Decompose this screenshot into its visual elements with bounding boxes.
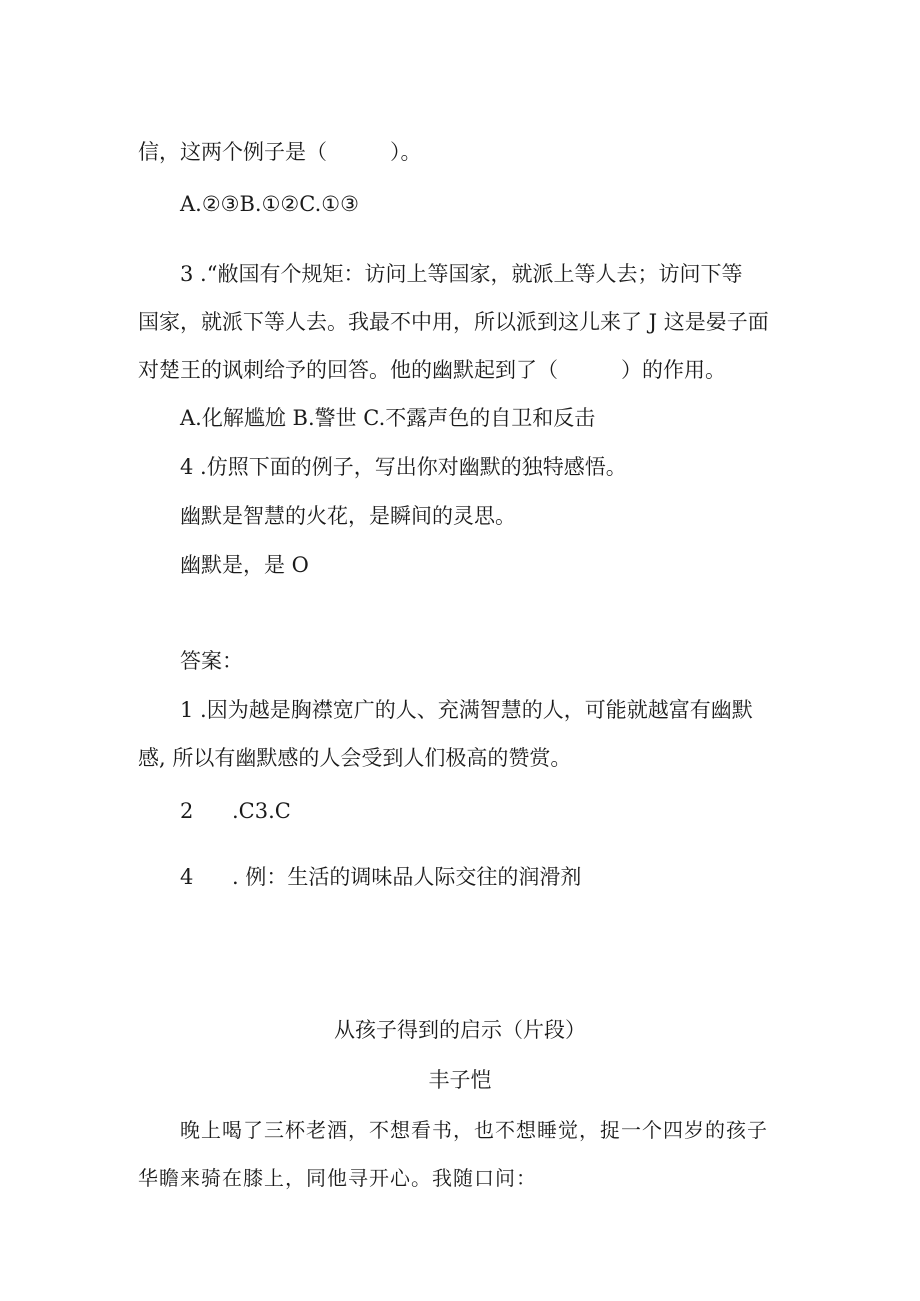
answer-4-text: . 例：生活的调味品人际交往的润滑剂	[232, 865, 582, 889]
question-4-blank: 幽默是，是 O	[180, 553, 309, 577]
question-4-prompt: 4 .仿照下面的例子，写出你对幽默的独特感悟。	[180, 455, 627, 479]
answer-2-number: 2	[180, 799, 194, 823]
question-3-options: A.化解尴尬 B.警世 C.不露声色的自卫和反击	[180, 406, 596, 430]
question-3-line-3: 对楚王的讽刺给予的回答。他的幽默起到了（ ）的作用。	[138, 358, 726, 382]
question-3-line-1: 3 .“敝国有个规矩：访问上等国家，就派上等人去；访问下等	[180, 262, 743, 286]
article-paragraph-line-1: 晚上喝了三杯老酒，不想看书，也不想睡觉，捉一个四岁的孩子	[180, 1118, 768, 1142]
answers-heading: 答案：	[180, 649, 243, 673]
article-author: 丰子恺	[428, 1068, 492, 1092]
answer-1-line-2: 感, 所以有幽默感的人会受到人们极高的赞赏。	[138, 746, 572, 770]
article-title: 从孩子得到的启示（片段）	[334, 1018, 586, 1042]
answer-2-text: .C3.C	[232, 799, 291, 823]
question-2-tail: 信，这两个例子是（ ）。	[138, 140, 422, 164]
question-3-line-2: 国家，就派下等人去。我最不中用，所以派到这儿来了 J 这是晏子面	[138, 310, 769, 334]
question-4-example: 幽默是智慧的火花，是瞬间的灵思。	[180, 504, 516, 528]
answer-1-line-1: 1 .因为越是胸襟宽广的人、充满智慧的人，可能就越富有幽默	[180, 698, 753, 722]
article-paragraph-line-2: 华瞻来骑在膝上，同他寻开心。我随口问：	[138, 1166, 537, 1190]
answer-4-number: 4	[180, 865, 194, 889]
question-2-options: A.②③B.①②C.①③	[180, 192, 359, 216]
